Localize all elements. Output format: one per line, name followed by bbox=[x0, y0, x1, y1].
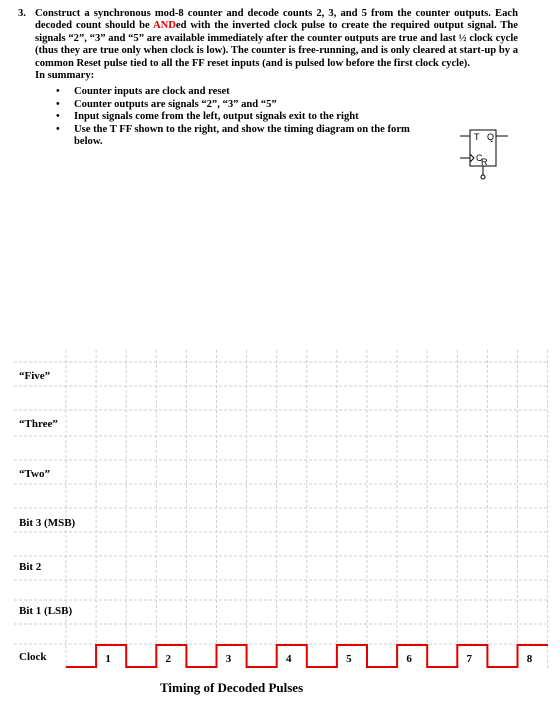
tff-q-label: Q bbox=[487, 132, 495, 142]
signal-label-five: “Five” bbox=[19, 370, 51, 382]
signal-label-bit1: Bit 1 (LSB) bbox=[19, 605, 73, 617]
paragraph-text-before: Construct a synchronous mod-8 counter and decode counts 2, 3, and 5 from the counter outputs. Each decoded count should be bbox=[35, 8, 518, 32]
timing-grid bbox=[14, 350, 548, 668]
clock-pulse-number: 3 bbox=[225, 653, 232, 665]
signal-label-bit3: Bit 3 (MSB) bbox=[19, 517, 76, 529]
clock-pulse-number: 7 bbox=[466, 653, 473, 665]
tff-r-label: R bbox=[481, 157, 488, 167]
bullet-item: • Use the T FF shown to the right, and show the timing diagram on the form below. bbox=[74, 124, 434, 149]
clock-pulse-number: 8 bbox=[526, 653, 533, 665]
signal-label-bit2: Bit 2 bbox=[19, 561, 42, 573]
timing-caption: Timing of Decoded Pulses bbox=[160, 680, 304, 695]
signal-label-three: “Three” bbox=[19, 418, 58, 430]
problem-number: 3. bbox=[18, 8, 26, 19]
clock-pulse-number: 4 bbox=[285, 653, 292, 665]
bullet-item: • Counter inputs are clock and reset bbox=[74, 86, 434, 98]
clock-waveform bbox=[66, 645, 548, 667]
clock-pulse-number: 2 bbox=[165, 653, 172, 665]
bullet-item: • Input signals come from the left, output signals exit to the right bbox=[74, 111, 434, 123]
tff-c-label: C bbox=[476, 153, 483, 163]
clock-pulse-number: 5 bbox=[346, 653, 352, 665]
clock-trace bbox=[66, 645, 548, 667]
clock-pulse-number: 1 bbox=[105, 653, 111, 665]
clock-pulse-number: 6 bbox=[406, 653, 412, 665]
paragraph-text-after: ed with the inverted clock pulse to create the required output signal. The signals “2”, “3” and “5” are available immediately after the counter outputs are true and last ½ clock cycle (thus they are true only when clock is low). The counter is free-running, and is only cleared at start-up by a common Reset pulse tied to all the FF reset inputs (and is pulsed low before the first clock cycle). bbox=[35, 20, 518, 69]
clock-pulse-numbers bbox=[105, 653, 532, 665]
bullet-item: • Counter outputs are signals “2”, “3” and “5” bbox=[74, 99, 434, 111]
signal-label-two: “Two” bbox=[19, 468, 50, 480]
summary-heading: In summary: bbox=[35, 70, 95, 82]
and-highlight: AND bbox=[152, 20, 176, 32]
signal-label-clock: Clock bbox=[19, 651, 47, 663]
tff-t-label: T bbox=[474, 132, 480, 142]
